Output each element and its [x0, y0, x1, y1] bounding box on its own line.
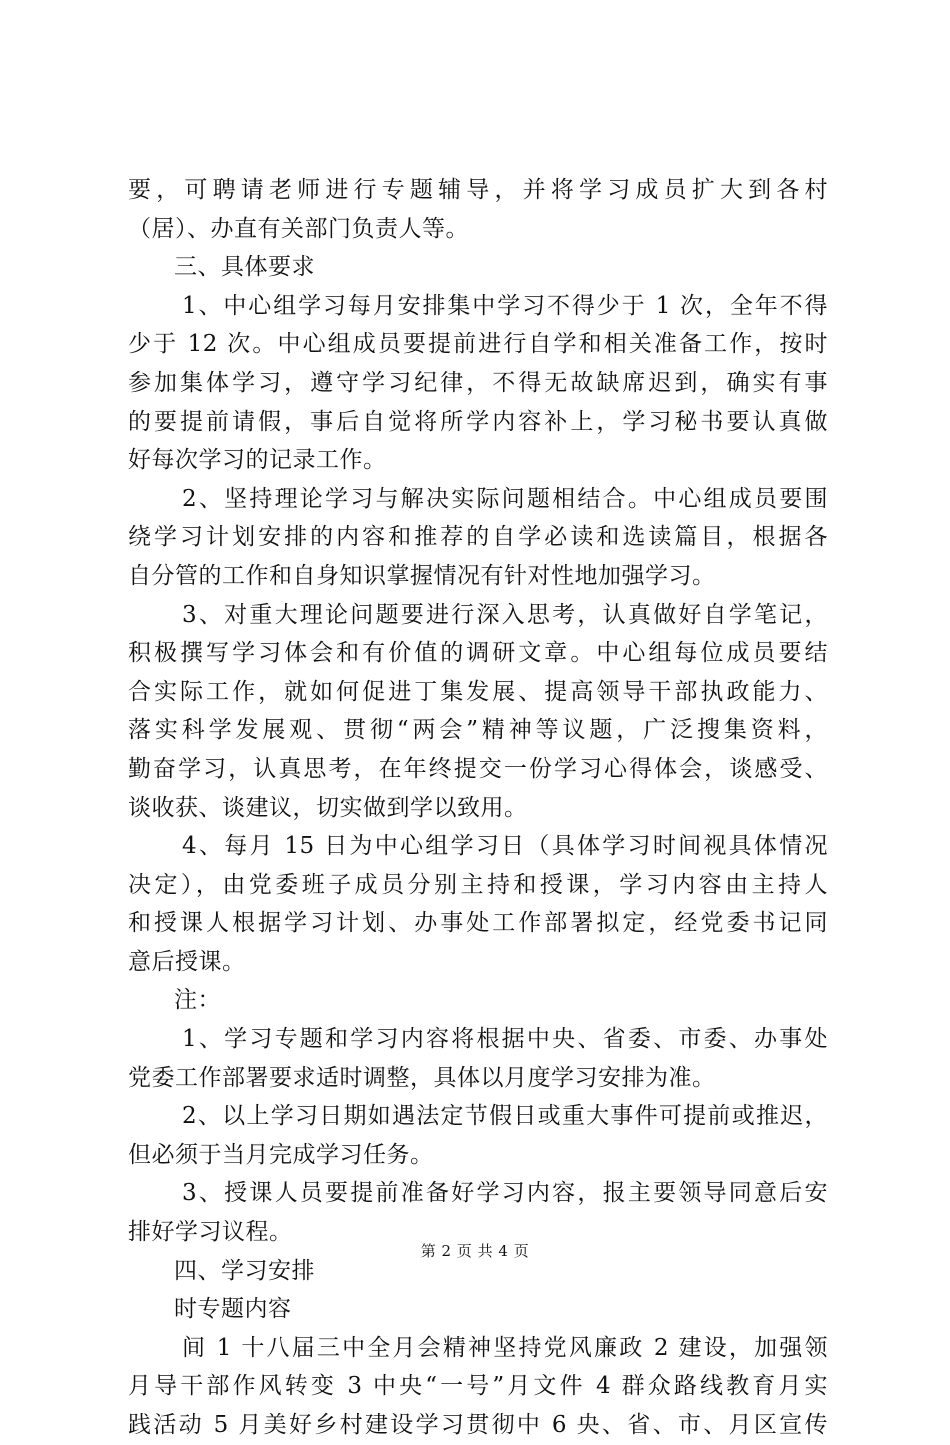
text-line: 和授课人根据学习计划、办事处工作部署拟定，经党委书记同 [128, 910, 828, 937]
text-line: 少于 12 次。中心组成员要提前进行自学和相关准备工作，按时 [128, 331, 828, 358]
text-line: 绕学习计划安排的内容和推荐的自学必读和选读篇目，根据各 [128, 524, 828, 551]
text-line: 践活动 5 月美好乡村建设学习贯彻中 6 央、省、市、月区宣传 [128, 1412, 828, 1438]
text-line: 3、对重大理论问题要进行深入思考，认真做好自学笔记， [182, 601, 828, 628]
text-line: 决定），由党委班子成员分别主持和授课，学习内容由主持人 [128, 871, 828, 898]
text-line: 的要提前请假，事后自觉将所学内容补上，学习秘书要认真做 [128, 408, 828, 435]
text-line: 排好学习议程。 [128, 1219, 293, 1246]
text-line: 党委工作部署要求适时调整，具体以月度学习安排为准。 [128, 1064, 716, 1091]
text-line: 时专题内容 [174, 1296, 292, 1323]
page-footer: 第 2 页 共 4 页 [420, 1242, 530, 1260]
text-line: 4、每月 15 日为中心组学习日（具体学习时间视具体情况 [182, 833, 828, 860]
text-line: 四、学习安排 [174, 1257, 315, 1284]
text-line: 合实际工作，就如何促进丁集发展、提高领导干部执政能力、 [128, 678, 828, 705]
text-line: 1、中心组学习每月安排集中学习不得少于 1 次，全年不得 [182, 292, 828, 319]
text-line: 勤奋学习，认真思考，在年终提交一份学习心得体会，谈感受、 [128, 755, 828, 782]
text-line: 间 1 十八届三中全月会精神坚持党风廉政 2 建设，加强领 [182, 1334, 828, 1361]
text-line: （居）、办直有关部门负责人等。 [128, 215, 469, 242]
text-line: 1、学习专题和学习内容将根据中央、省委、市委、办事处 [182, 1026, 828, 1053]
text-line: 三、具体要求 [174, 254, 315, 281]
text-line: 积极撰写学习体会和有价值的调研文章。中心组每位成员要结 [128, 640, 828, 667]
text-line: 好每次学习的记录工作。 [128, 447, 387, 474]
text-line: 2、以上学习日期如遇法定节假日或重大事件可提前或推迟， [182, 1103, 828, 1130]
text-line: 意后授课。 [128, 948, 246, 975]
text-line: 月导干部作风转变 3 中央“一号”月文件 4 群众路线教育月实 [128, 1373, 828, 1400]
text-line: 注： [174, 987, 221, 1014]
text-line: 3、授课人员要提前准备好学习内容，报主要领导同意后安 [182, 1180, 828, 1207]
text-line: 2、坚持理论学习与解决实际问题相结合。中心组成员要围 [182, 485, 828, 512]
text-line: 要，可聘请老师进行专题辅导，并将学习成员扩大到各村 [128, 177, 828, 203]
text-line: 但必须于当月完成学习任务。 [128, 1141, 434, 1168]
text-line: 自分管的工作和自身知识掌握情况有针对性地加强学习。 [128, 562, 716, 589]
text-line: 谈收获、谈建议，切实做到学以致用。 [128, 794, 528, 821]
text-line: 落实科学发展观、贯彻“两会”精神等议题，广泛搜集资料， [128, 717, 828, 744]
text-line: 参加集体学习，遵守学习纪律，不得无故缺席迟到，确实有事 [128, 369, 828, 396]
